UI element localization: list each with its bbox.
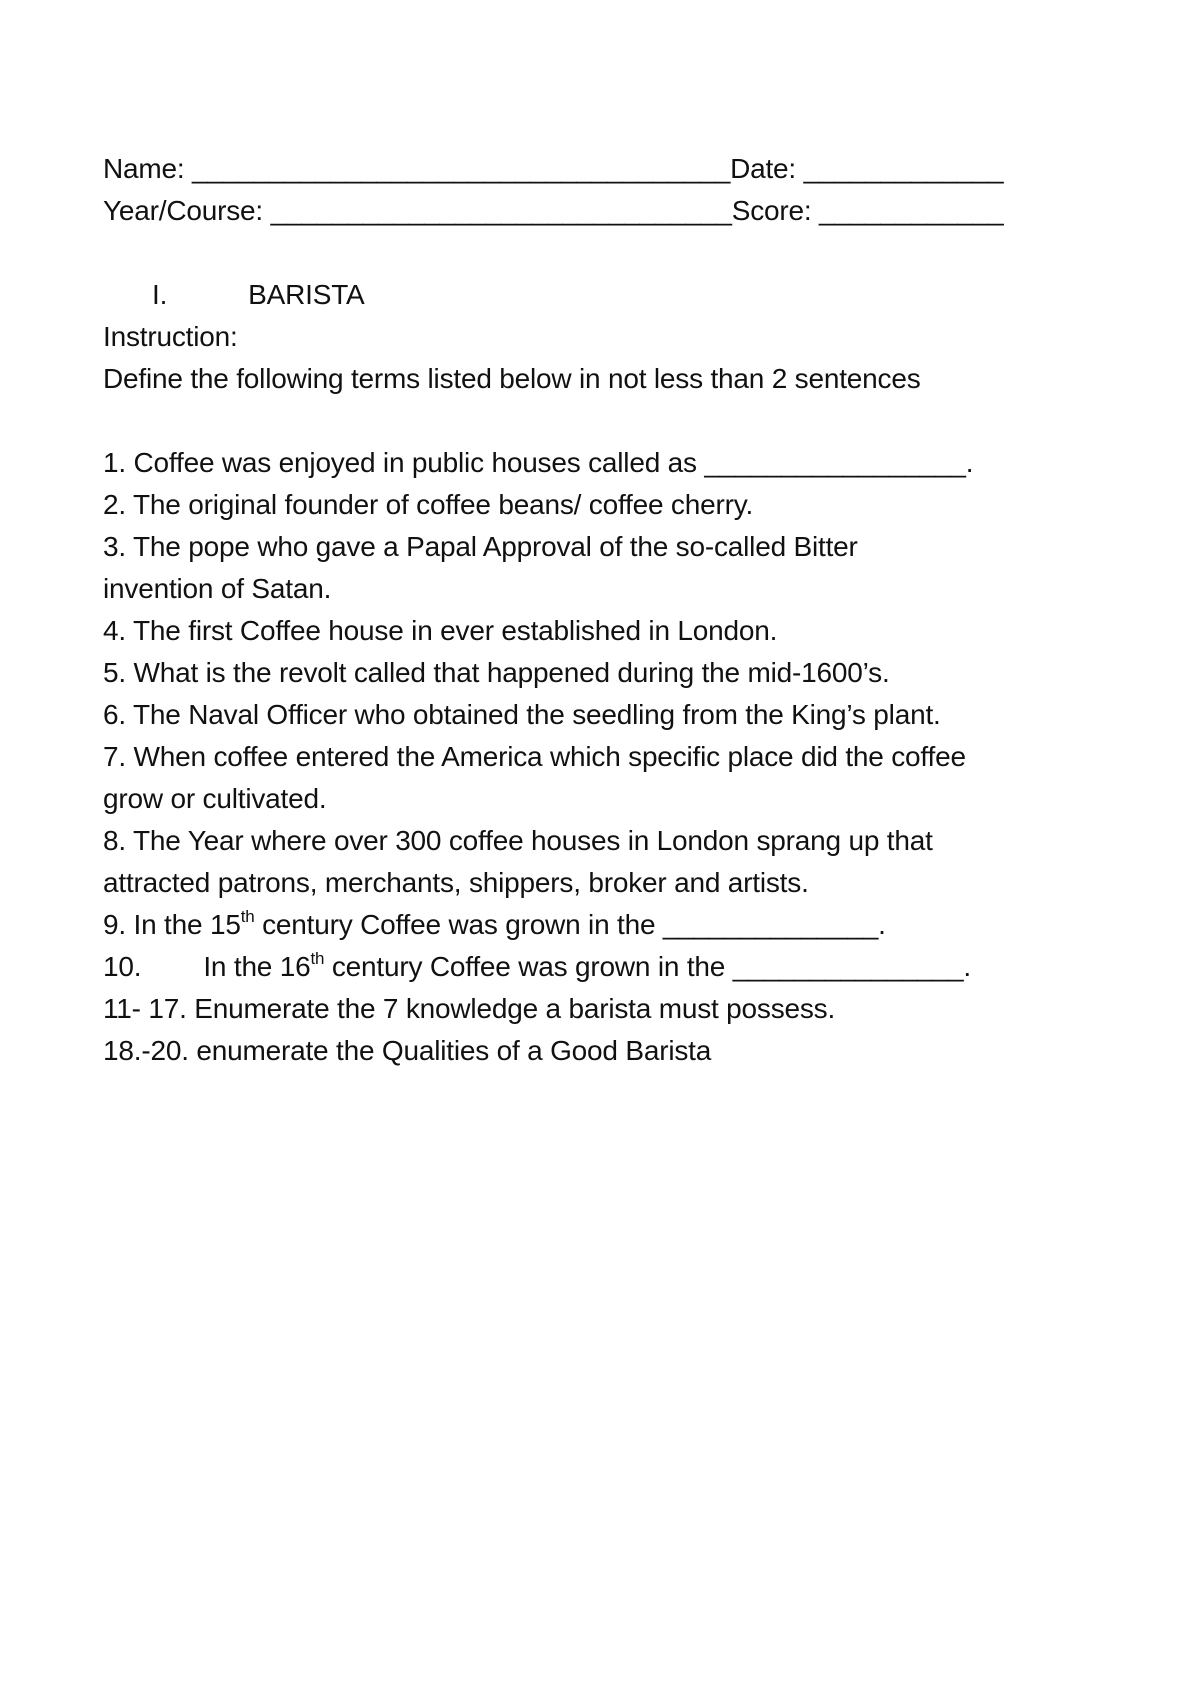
question-3-line-2: invention of Satan. <box>103 573 332 604</box>
question-8-line-2: attracted patrons, merchants, shippers, broker and artists. <box>103 867 809 898</box>
question-7-line-1: 7. When coffee entered the America which specific place did the coffee <box>103 741 966 772</box>
question-18-20: 18.-20. enumerate the Qualities of a Good Barista <box>103 1035 712 1066</box>
question-5: 5. What is the revolt called that happened during the mid-1600’s. <box>103 657 890 688</box>
question-7-line-2: grow or cultivated. <box>103 783 327 814</box>
course-score-line: Year/Course: ______________________________Score: ____________ <box>103 195 1004 226</box>
question-10-start: In the 16 <box>203 951 311 982</box>
question-8-line-1: 8. The Year where over 300 coffee houses in London sprang up that <box>103 825 933 856</box>
question-9-end: century Coffee was grown in the ______________. <box>254 909 886 940</box>
instruction-label: Instruction: <box>103 321 238 352</box>
question-11-17: 11- 17. Enumerate the 7 knowledge a barista must possess. <box>103 993 836 1024</box>
question-3-line-1: 3. The pope who gave a Papal Approval of the so-called Bitter <box>103 531 858 562</box>
question-9 <box>103 904 886 946</box>
question-9-start: 9. In the 15 <box>103 909 241 940</box>
section-title: BARISTA <box>248 279 365 310</box>
question-9-ordinal: th <box>240 906 255 926</box>
question-10-end: century Coffee was grown in the _______________. <box>324 951 971 982</box>
question-2: 2. The original founder of coffee beans/ coffee cherry. <box>103 489 754 520</box>
question-4: 4. The first Coffee house in ever established in London. <box>103 615 778 646</box>
name-date-line: Name: ___________________________________Date: _____________ <box>103 153 1004 184</box>
section-numeral: I. <box>152 279 168 310</box>
question-1: 1. Coffee was enjoyed in public houses called as _________________. <box>103 447 974 478</box>
question-10-number: 10. <box>103 951 142 982</box>
question-6: 6. The Naval Officer who obtained the seedling from the King’s plant. <box>103 699 941 730</box>
question-10-ordinal: th <box>310 948 325 968</box>
question-10 <box>103 946 971 988</box>
section-heading <box>103 274 365 316</box>
instruction-text: Define the following terms listed below in not less than 2 sentences <box>103 363 921 394</box>
